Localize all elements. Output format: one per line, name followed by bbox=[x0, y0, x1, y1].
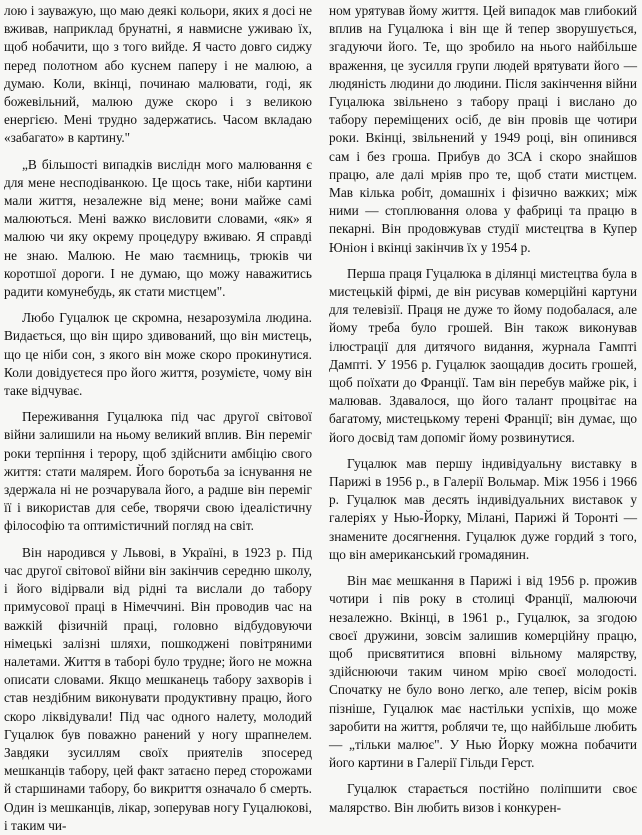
paragraph: Переживання Гуцалюка під час другої світової війни залишили на ньому великий вплив. Він переміг роки терпіння і терору, щоб здійснити амбіцію свого життя: стати малярем. Його боротьба за існування не здержала ні не розчарувала його, а радше він переміг її і використав для себе, творячи свою ідеалістичну філософію та оптимістичний погляд на світ. bbox=[4, 409, 312, 534]
paragraph: Він має мешкання в Парижі і від 1956 р. прожив чотири і пів року в столиці Франції, малюючи незалежно. Вкінці, в 1961 р., Гуцалюк, за згодою своєї дружини, зовсім залишив комерційну працю, щоб присвятитися вповні вільному малярству, здійснюючи таким чином мрію своєї молодості. Спочатку не було воно легко, але тепер, вісім років пізніше, Гуцалюк має настільки успіхів, що може заробити на життя, роблячи те, що найбільше любить — „тільки малює". У Нью Йорку можна побачити його картини в Галерії Гільди Герст. bbox=[329, 573, 637, 771]
paragraph: Він народився у Львові, в Україні, в 1923 р. Під час другої світової війни він закінчив середню школу, і його відірвали від рідні та вислали до табору примусової праці в Німеччині. Він проводив час на важкій фізичній праці, головно відбудовуючи німецькі залізні шляхи, пошкоджені повітряними налетами. Життя в таборі було трудне; його не можна описати словами. Якщо мешканець табору захворів і став нездібним виконувати продуктивну працю, його скоро ліквідували! Під час одного налету, молодий Гуцалюк був поважно ранений у ногу шрапнелем. Завдяки зусиллям своїх приятелів зпосеред мешканців табору, цей факт затаєно перед сторожами й старшинами табору, бо викриття означало б смерть. Один із мешканців, лікар, зоперував ногу Гуцалюкові, і таким чи- bbox=[4, 544, 312, 833]
paragraph: Любо Гуцалюк це скромна, незарозуміла людина. Видається, що він щиро здивований, що він мистець, що це ніби сон, з якого він може скоро прокинутися. Коли довідуєтеся про його життя, розумієте, чому він таке відчуває. bbox=[4, 310, 312, 399]
left-column bbox=[4, 2, 312, 835]
paragraph: Перша праця Гуцалюка в ділянці мистецтва була в мистецькій фірмі, де він рисував комерційні картуни для телевізії. Праця не дуже то йому подобалася, але йому треба було грошей. Він також виконував ілюстрації для дитячого видання, журнала Гамптi Дамптi. У 1956 р. Гуцалюк заощадив досить грошей, щоб поїхати до Франції. Там він перебув майже рік, і малював. Здавалося, що його талант процвітає на багатому, мистецькому терені Франції; він думає, що його досвід там допоміг йому розвинутися. bbox=[329, 265, 637, 445]
paragraph: ном урятував йому життя. Цей випадок мав глибокий вплив на Гуцалюка і він ще й тепер зворушується, згадуючи його. Те, що зробило на нього найбільше враження, це зусилля групи людей врятувати його — людяність людини до людини. Після закінчення війни Гуцалюка звільнено з табору праці і вислано до табору переміщених осіб, де він провів ще чотири роки. Вкінці, звільнений у 1949 році, він опинився сам і без гроша. Прибув до ЗСА і скоро знайшов працю, але далі мріяв про те, щоб стати мистцем. Мав кілька робіт, домашніх і фізично важких; між ними — стоплювання олова у фабриці та працю в пекарні. Він продовжував студії мистецтва в Купер Юніон і вкінці закінчив їх у 1954 р. bbox=[329, 3, 637, 255]
paragraph: Гуцалюк мав першу індивідуальну виставку в Парижі в 1956 р., в Галерії Вольмар. Між 1956 і 1966 р. Гуцалюк мав десять індивідуальних виставок у галеріях у Нью-Йорку, Мілані, Парижі й Торонті — знамените досягнення. Гуцалюк дуже гордий з того, що він американський громадянин. bbox=[329, 455, 637, 562]
paragraph: Гуцалюк старається постійно поліпшити своє малярство. Він любить визов і конкурен- bbox=[329, 781, 637, 815]
right-column bbox=[329, 2, 637, 817]
paragraph: лою і зауважую, що маю деякі кольори, яких я досі не вживав, наприклад брунатні, я навмисне уживаю їх, щоб нобачити, що з того вийде. Я часто довго сиджу перед полотном або куснем паперу і не малюю, а думаю. Коли, вкінці, починаю малювати, годі, як божевільний, малюю дуже скоро і з великою енергією. Мені трудно задержатись. Часом вкладаю «забагато» в картину." bbox=[4, 3, 312, 146]
paragraph: „В більшості випадків вислідн мого малювання є для мене несподіванкою. Це щось таке, ніби картини мали життя, незалежне від мене; вони майже самі малюються. Мені важко висловити словами, «як» я малюю чи яку окрему процедуру вживаю. Я справді не знаю. Малюю. Не маю таємниць, трюків чи коротшої дороги. І не думаю, що можу наважитись радити комунебудь, як стати мистцем". bbox=[4, 156, 312, 300]
